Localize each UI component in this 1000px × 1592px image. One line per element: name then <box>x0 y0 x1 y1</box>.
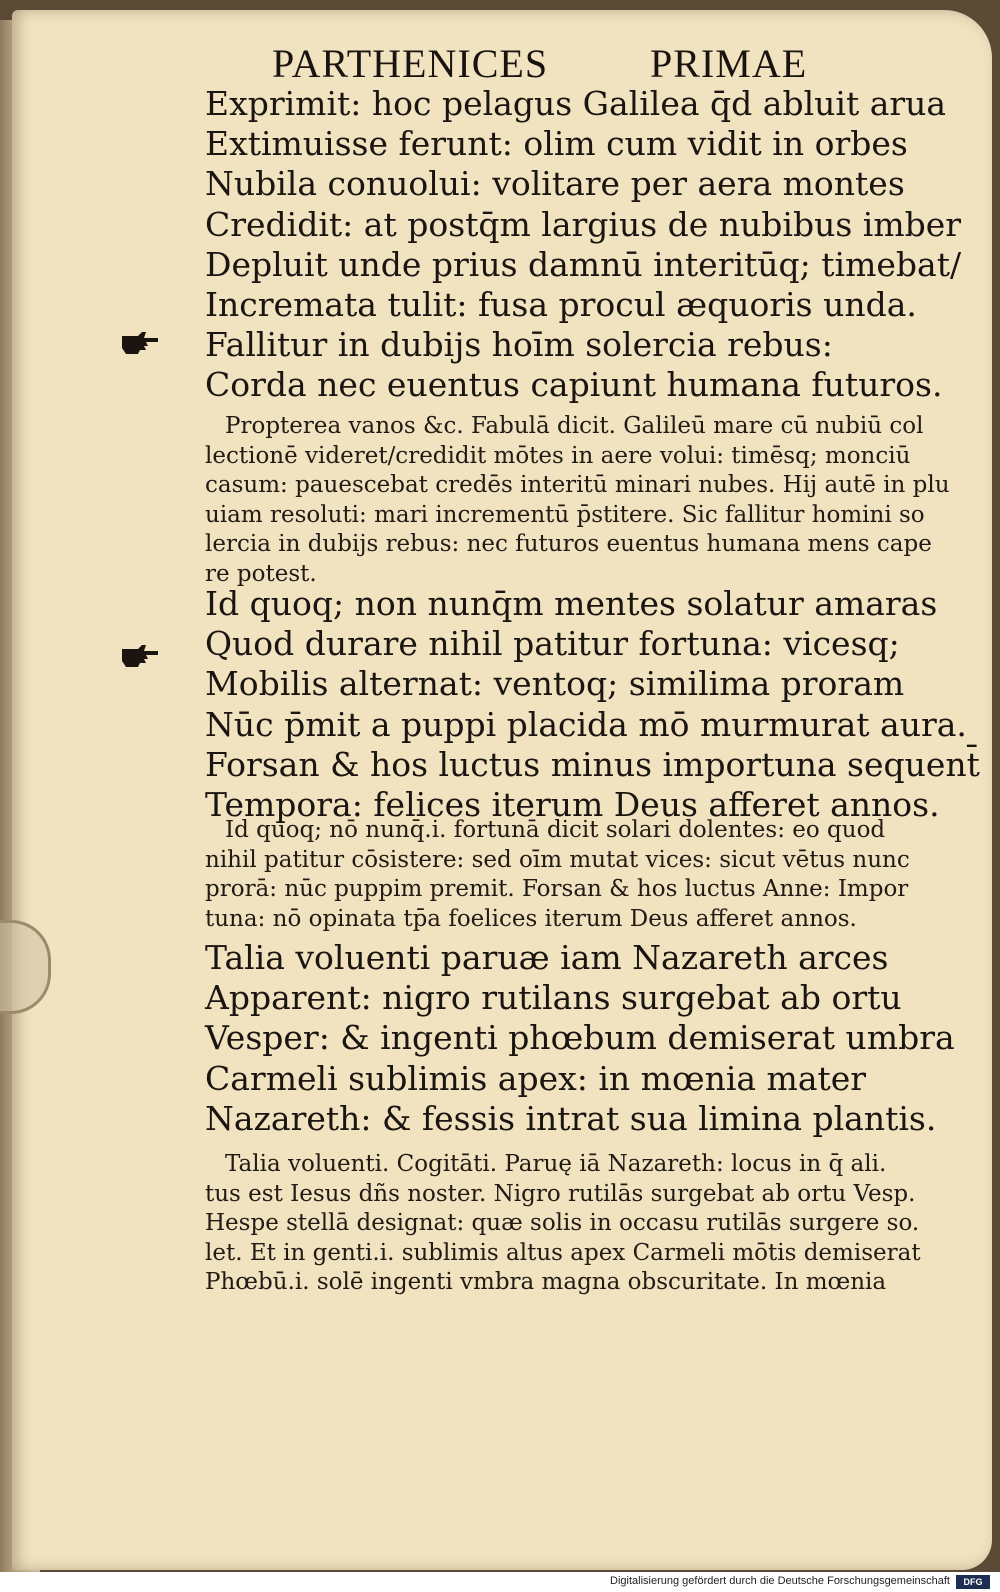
verse-line: Extimuisse ferunt: olim cum vidit in orbes <box>205 124 908 164</box>
verse-line: Apparent: nigro rutilans surgebat ab ortu <box>205 978 902 1018</box>
verse-line: Forsan & hos luctus minus importuna sequent̄ <box>205 744 980 784</box>
commentary-line: nihil patitur cōsistere: sed oīm mutat vices: sicut vētus nunc <box>205 846 910 873</box>
verse-block <box>205 938 955 1139</box>
commentary-line: Talia voluenti. Cogitāti. Paruę iā Nazareth: locus in q̄ ali. <box>225 1151 887 1177</box>
commentary-block <box>205 1150 921 1298</box>
verse-line: Vesper: & ingenti phœbum demiserat umbra <box>205 1018 955 1058</box>
verse-block <box>205 584 980 825</box>
footer-bar <box>0 1572 1000 1592</box>
verse-line: Id quoq; non nunq̄m mentes solatur amaras <box>205 584 938 623</box>
verse-line: Tempora: felices iterum Deus afferet annos. <box>205 785 940 825</box>
commentary-block <box>205 816 910 934</box>
pointing-hand-icon <box>120 330 160 356</box>
commentary-line: prorā: nūc puppim premit. Forsan & hos luctus Anne: Impor <box>205 876 909 902</box>
pointing-hand-icon <box>120 643 160 669</box>
commentary-line: uiam resoluti: mari incrementū p̄stitere. Sic fallitur homini so <box>205 501 925 528</box>
commentary-line: Phœbū.i. solē ingenti vmbra magna obscuritate. In mœnia <box>205 1269 887 1295</box>
commentary-line: lectionē videret/credidit mōtes in aere volui: timēsq; monciū <box>205 442 911 469</box>
commentary-line: lercia in dubijs rebus: nec futuros euentus humana mens cape <box>205 531 932 557</box>
verse-line: Carmeli sublimis apex: in mœnia mater <box>205 1058 867 1098</box>
running-header <box>272 40 832 88</box>
verse-line: Credidit: at postq̄m largius de nubibus imber <box>205 204 962 244</box>
running-header-left: PARTHENICES <box>272 41 549 86</box>
commentary-line: Propterea vanos &c. Fabulā dicit. Galileū mare cū nubiū col <box>225 413 924 439</box>
verse-line: Exprimit: hoc pelagus Galilea q̄d abluit arua <box>205 84 947 123</box>
verse-line: Corda nec euentus capiunt humana futuros. <box>205 365 943 405</box>
commentary-line: Id quoq; nō nunq̄.i. fortunā dicit solari dolentes: eo quod <box>225 817 886 843</box>
verse-block <box>205 84 962 406</box>
verse-line: Mobilis alternat: ventoq; similima proram <box>205 664 905 704</box>
verse-line: Quod durare nihil patitur fortuna: vicesq; <box>205 624 900 664</box>
commentary-line: re potest. <box>205 560 317 587</box>
commentary-line: Hespe stellā designat: quæ solis in occasu rutilās surgere so. <box>205 1210 920 1236</box>
funding-credit: Digitalisierung gefördert durch die Deutsche Forschungsgemeinschaft <box>610 1575 950 1587</box>
verse-line: Talia voluenti paruæ iam Nazareth arces <box>205 938 889 977</box>
verse-line: Depluit unde prius damnū interitūq; timebat/ <box>205 244 962 284</box>
commentary-line: tuna: nō opinata tp̄a foelices iterum Deus afferet annos. <box>205 905 857 932</box>
verse-line: Nubila conuolui: volitare per aera montes <box>205 164 905 204</box>
dfg-logo: DFG <box>956 1575 990 1589</box>
commentary-line: casum: pauescebat credēs interitū minari nubes. Hij autē in plu <box>205 472 950 498</box>
running-header-right: PRIMAE <box>650 41 808 86</box>
commentary-block <box>205 412 950 589</box>
verse-line: Fallitur in dubijs hoīm solercia rebus: <box>205 325 833 365</box>
commentary-line: tus est Iesus dñs noster. Nigro rutilās surgebat ab ortu Vesp. <box>205 1180 916 1207</box>
verse-line: Nazareth: & fessis intrat sua limina plantis. <box>205 1098 937 1138</box>
verse-line: Nūc p̄mit a puppi placida mō murmurat aura. <box>205 704 967 744</box>
commentary-line: let. Et in genti.i. sublimis altus apex Carmeli mōtis demiserat <box>205 1239 921 1266</box>
verse-line: Incremata tulit: fusa procul æquoris unda. <box>205 285 917 325</box>
